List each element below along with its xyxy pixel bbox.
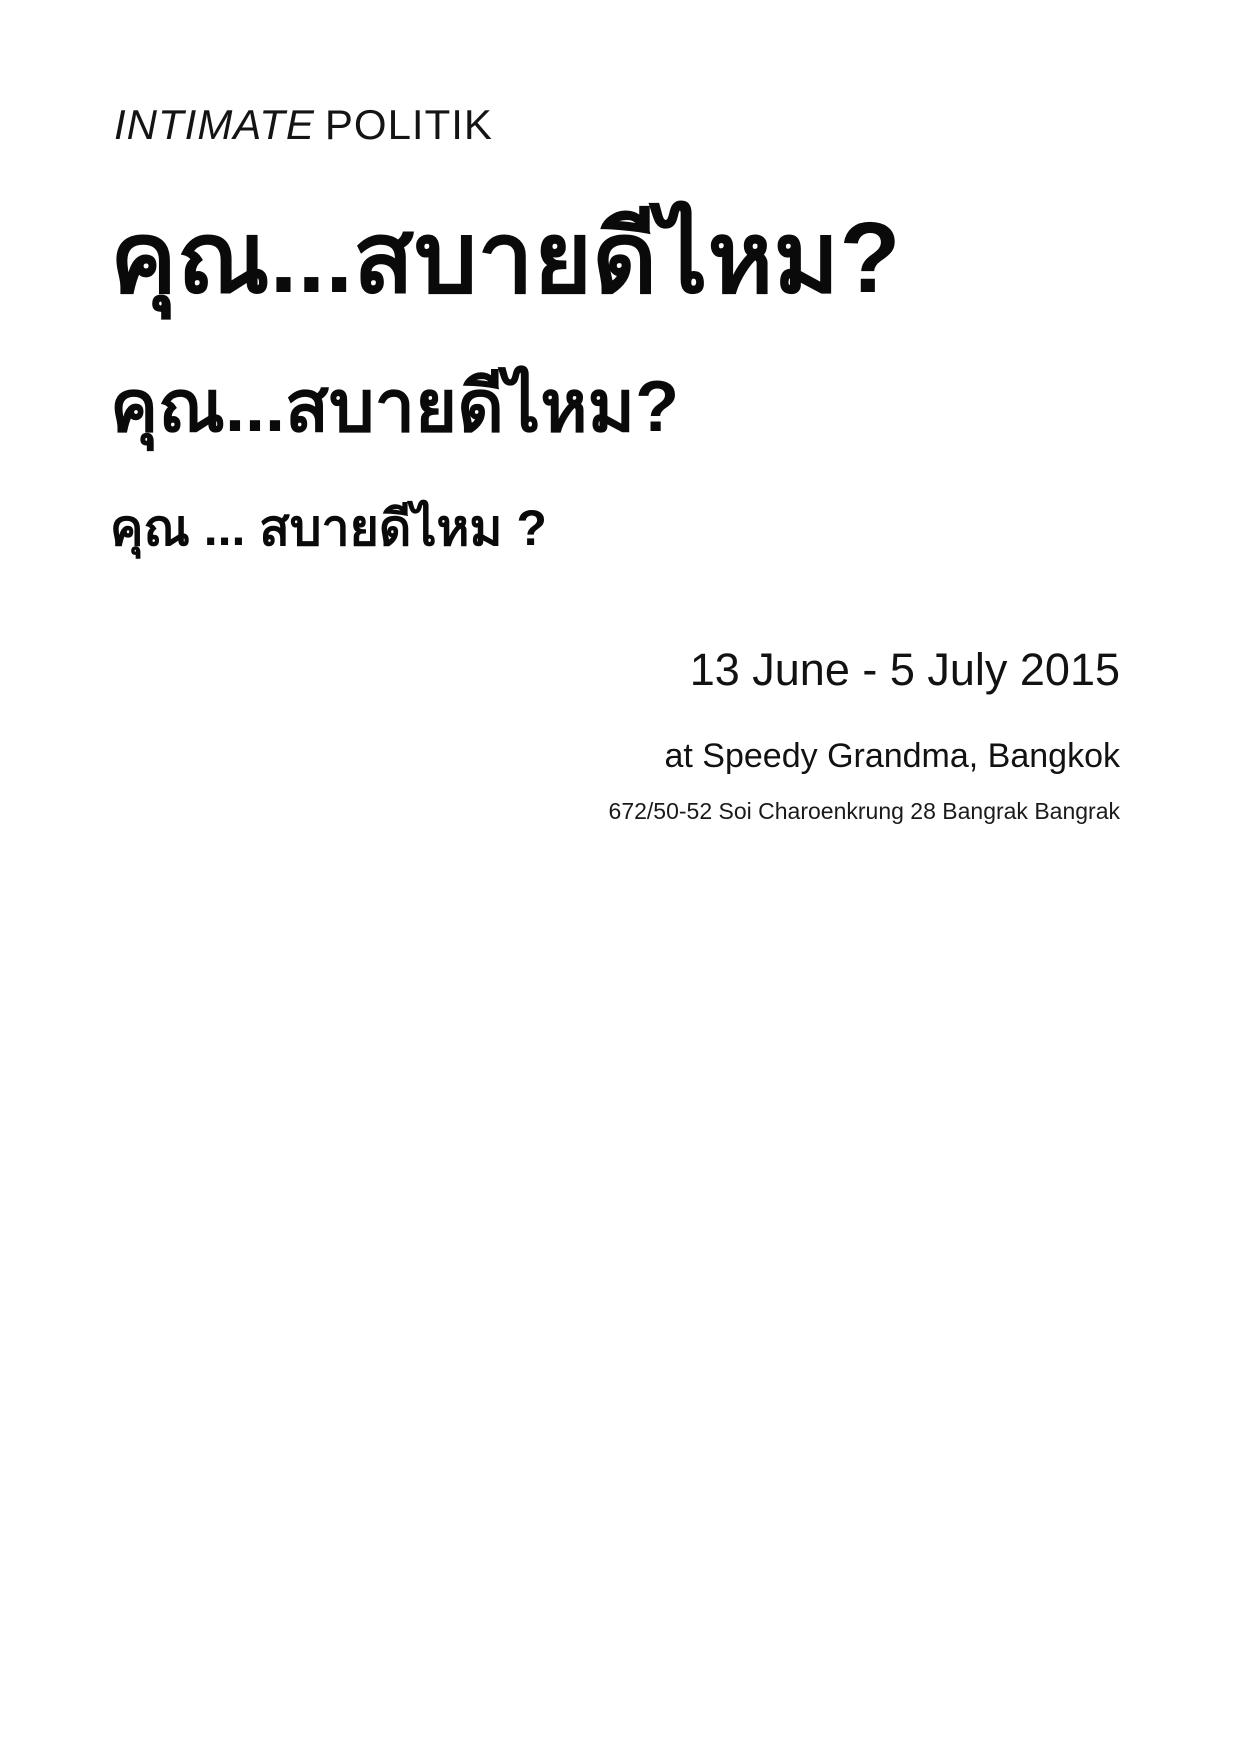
brand-title-politik: POLITIK (324, 101, 493, 148)
event-venue: at Speedy Grandma, Bangkok (664, 737, 1120, 775)
brand-title-intimate: INTIMATE (114, 101, 315, 148)
brand-title (114, 102, 493, 148)
thai-title-large: คุณ...สบายดีไหม? (110, 202, 901, 314)
event-date-range: 13 June - 5 July 2015 (689, 644, 1120, 695)
thai-title-small: คุณ ... สบายดีไหม ? (110, 500, 547, 556)
event-address: 672/50-52 Soi Charoenkrung 28 Bangrak Bangrak (608, 798, 1120, 824)
thai-title-medium: คุณ...สบายดีไหม? (110, 367, 680, 447)
